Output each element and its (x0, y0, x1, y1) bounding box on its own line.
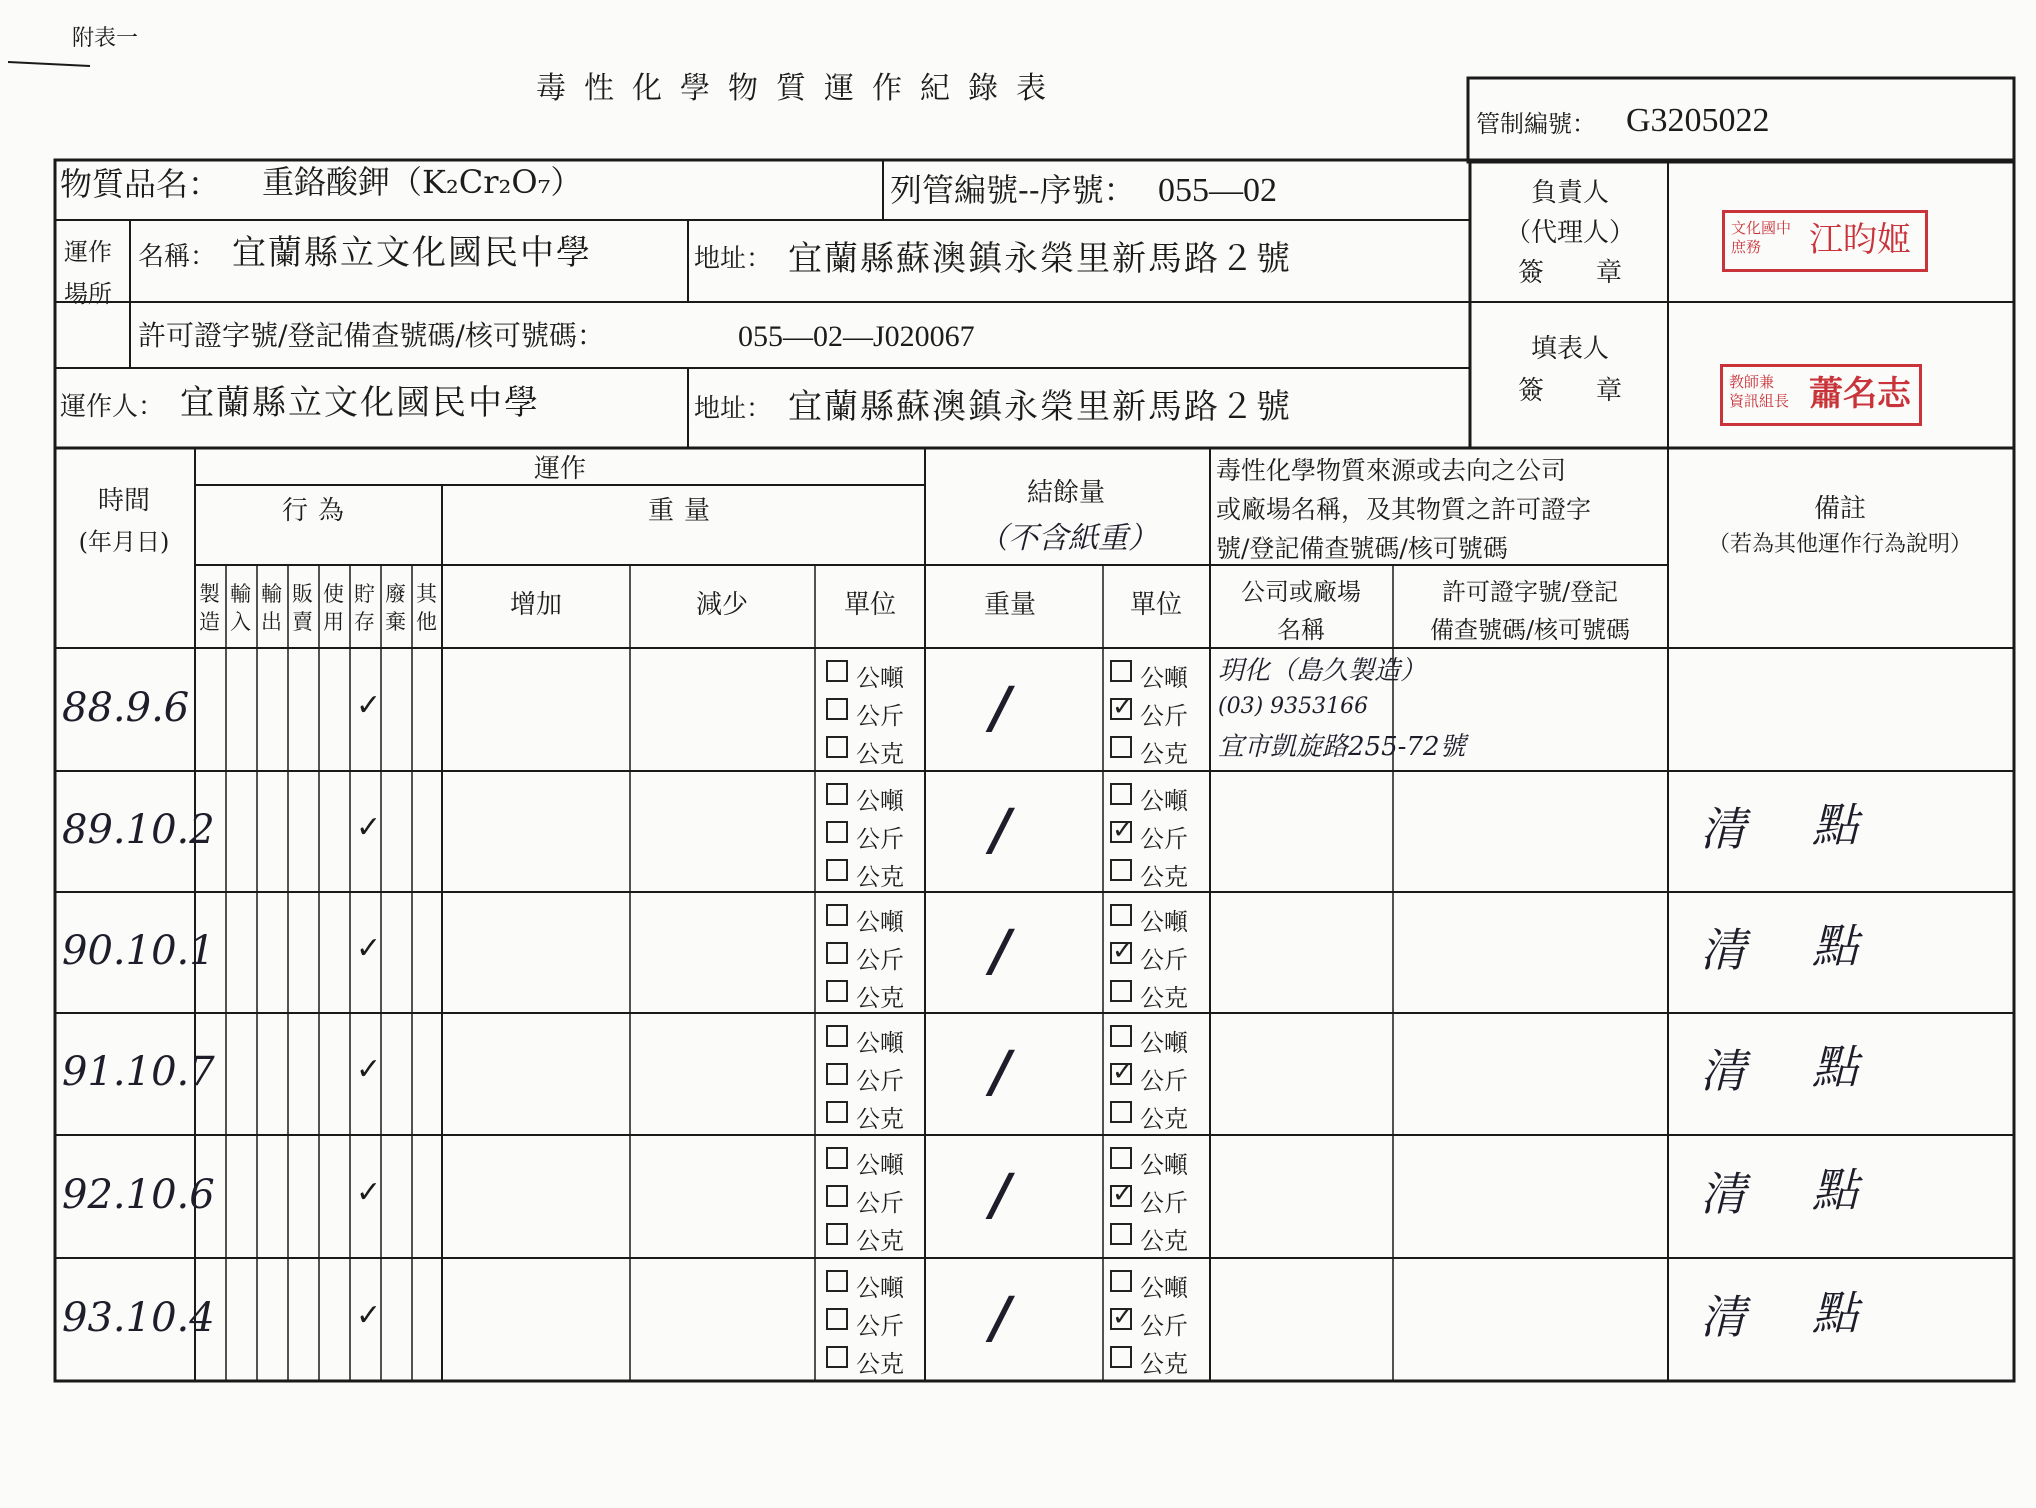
control-no-value: G3205022 (1626, 102, 1770, 139)
remaining-unit-label: 公噸 (1140, 1151, 1188, 1179)
header-time: 時間 (97, 486, 151, 516)
appendix-label: 附表一 (72, 26, 139, 51)
weight-unit-checkbox[interactable] (826, 942, 848, 964)
remaining-unit-checkbox[interactable] (1110, 736, 1132, 758)
weight-unit-label: 公克 (856, 1105, 904, 1133)
remaining-unit-label: 公斤 (1140, 946, 1188, 974)
weight-unit-checkbox[interactable] (826, 1025, 848, 1047)
header-decrease: 減少 (695, 590, 749, 620)
remaining-unit-label: 公噸 (1140, 787, 1188, 815)
site-name: 宜蘭縣立文化國民中學 (232, 233, 592, 273)
header-rem-weight: 重量 (983, 590, 1037, 620)
remaining-unit-checkbox[interactable] (1110, 859, 1132, 881)
weight-unit-checkbox[interactable] (826, 1185, 848, 1207)
weight-unit-checkbox[interactable] (826, 904, 848, 926)
row-remarks: 清 (1700, 1166, 1746, 1221)
row-remarks: 清 (1700, 801, 1746, 856)
remaining-unit-label: 公斤 (1140, 1189, 1188, 1217)
header-operation: 運作 (533, 454, 587, 484)
responsible-label-1: 負責人 (1530, 178, 1610, 208)
behavior-check-icon: ✓ (356, 1174, 382, 1210)
row-date: 93.10.4 (62, 1294, 215, 1341)
remaining-weight: / (990, 1284, 1011, 1351)
behavior-header-6: 廢棄 (385, 582, 406, 635)
operator-label: 運作人： (60, 392, 165, 422)
remaining-unit-checkbox[interactable] (1110, 1308, 1132, 1330)
operator-address-label: 地址： (694, 394, 773, 424)
weight-unit-checkbox[interactable] (826, 698, 848, 720)
filler-seal-name: 蕭名志 (1809, 374, 1911, 414)
remaining-unit-checkbox[interactable] (1110, 980, 1132, 1002)
operator-name: 宜蘭縣立文化國民中學 (180, 383, 540, 423)
responsible-seal (1722, 210, 1928, 272)
remaining-unit-label: 公克 (1140, 1227, 1188, 1255)
row-remarks-2: 點 (1812, 1040, 1858, 1094)
remaining-unit-label: 公克 (1140, 740, 1188, 768)
remaining-unit-checkbox[interactable] (1110, 1147, 1132, 1169)
remaining-unit-label: 公斤 (1140, 1312, 1188, 1340)
form-title: 毒性化學物質運作紀錄表 (536, 71, 1064, 106)
header-unit: 單位 (843, 590, 897, 620)
weight-unit-label: 公斤 (856, 825, 904, 853)
remaining-unit-checkbox[interactable] (1110, 783, 1132, 805)
row-date: 88.9.6 (62, 684, 190, 731)
weight-unit-checkbox[interactable] (826, 1147, 848, 1169)
remaining-weight: / (990, 917, 1011, 984)
weight-unit-label: 公噸 (856, 908, 904, 936)
header-remaining-note: （不含紙重） (978, 521, 1158, 556)
remaining-unit-label: 公斤 (1140, 825, 1188, 853)
remaining-weight: / (990, 796, 1011, 863)
source-company-phone: (03) 9353166 (1218, 694, 1369, 719)
remaining-unit-checkbox[interactable] (1110, 1025, 1132, 1047)
row-date: 90.10.1 (62, 927, 215, 974)
weight-unit-label: 公噸 (856, 664, 904, 692)
responsible-label-2: （代理人） (1504, 218, 1636, 248)
weight-unit-label: 公噸 (856, 1151, 904, 1179)
header-behavior: 行為 (281, 496, 355, 526)
remaining-unit-label: 公斤 (1140, 702, 1188, 730)
behavior-check-icon: ✓ (356, 809, 382, 845)
weight-unit-label: 公斤 (856, 1067, 904, 1095)
row-remarks-2: 點 (1812, 1285, 1858, 1340)
remaining-unit-checkbox[interactable] (1110, 1270, 1132, 1292)
remaining-unit-checkbox[interactable] (1110, 904, 1132, 926)
behavior-check-icon: ✓ (356, 1052, 382, 1087)
site-name-label: 名稱： (138, 242, 217, 272)
row-remarks: 清 (1700, 1289, 1746, 1344)
weight-unit-label: 公克 (856, 1227, 904, 1255)
remaining-unit-checkbox[interactable] (1110, 698, 1132, 720)
row-remarks: 清 (1700, 1044, 1746, 1098)
weight-unit-checkbox[interactable] (826, 660, 848, 682)
source-company-address: 宜市凱旋路255-72號 (1218, 732, 1466, 762)
header-remarks-sub: （若為其他運作行為說明） (1707, 532, 1973, 557)
remaining-unit-label: 公斤 (1140, 1067, 1188, 1095)
header-source-3: 號/登記備查號碼/核可號碼 (1216, 534, 1508, 563)
weight-unit-label: 公斤 (856, 1189, 904, 1217)
filler-seal (1720, 364, 1922, 426)
filler-seal-title: 教師兼 資訊組長 (1729, 373, 1790, 410)
remaining-unit-label: 公克 (1140, 984, 1188, 1012)
remaining-unit-checkbox[interactable] (1110, 1101, 1132, 1123)
remaining-weight: / (990, 674, 1011, 741)
responsible-seal-name: 江昀姬 (1809, 220, 1911, 260)
operator-address: 宜蘭縣蘇澳鎮永榮里新馬路２號 (788, 387, 1292, 427)
substance-name-label: 物質品名： (60, 165, 221, 203)
row-date: 91.10.7 (62, 1049, 215, 1095)
weight-unit-label: 公克 (856, 1350, 904, 1378)
behavior-header-7: 其他 (416, 582, 437, 635)
responsible-label-3: 簽 章 (1517, 258, 1623, 288)
weight-unit-label: 公噸 (856, 1029, 904, 1057)
header-permit-1: 許可證字號/登記 (1441, 578, 1619, 606)
behavior-header-2: 輸出 (261, 582, 282, 635)
weight-unit-label: 公噸 (856, 1274, 904, 1302)
list-no-value: 055—02 (1158, 172, 1277, 209)
site-section-label-1: 運作 (64, 238, 112, 266)
behavior-check-icon: ✓ (356, 930, 382, 966)
behavior-header-5: 貯存 (354, 582, 375, 635)
remaining-weight: / (990, 1039, 1011, 1105)
row-remarks-2: 點 (1812, 1162, 1858, 1217)
behavior-check-icon: ✓ (356, 687, 382, 723)
header-permit-2: 備查號碼/核可號碼 (1429, 616, 1631, 644)
weight-unit-label: 公噸 (856, 787, 904, 815)
site-permit-label: 許可證字號/登記備查號碼/核可號碼： (138, 319, 605, 352)
remaining-unit-checkbox[interactable] (1110, 660, 1132, 682)
header-source-2: 或廠場名稱，及其物質之許可證字 (1216, 495, 1592, 524)
filler-label-2: 簽 章 (1517, 376, 1623, 406)
weight-unit-label: 公克 (856, 863, 904, 891)
weight-unit-label: 公克 (856, 740, 904, 768)
row-remarks-2: 點 (1812, 918, 1858, 973)
remaining-unit-label: 公噸 (1140, 664, 1188, 692)
remaining-unit-checkbox[interactable] (1110, 1063, 1132, 1085)
remaining-weight: / (990, 1161, 1011, 1228)
weight-unit-checkbox[interactable] (826, 1308, 848, 1330)
header-increase: 增加 (509, 590, 563, 620)
responsible-seal-title: 文化國中 庶務 (1731, 219, 1792, 256)
weight-unit-checkbox[interactable] (826, 859, 848, 881)
remaining-unit-checkbox[interactable] (1110, 1346, 1132, 1368)
remaining-unit-label: 公噸 (1140, 1029, 1188, 1057)
row-date: 89.10.2 (62, 806, 215, 853)
remaining-unit-label: 公克 (1140, 863, 1188, 891)
row-date: 92.10.6 (62, 1171, 215, 1218)
header-source-1: 毒性化學物質來源或去向之公司 (1216, 456, 1567, 485)
weight-unit-label: 公斤 (856, 1312, 904, 1340)
remaining-unit-checkbox[interactable] (1110, 821, 1132, 843)
weight-unit-label: 公克 (856, 984, 904, 1012)
behavior-check-icon: ✓ (356, 1297, 382, 1333)
behavior-header-1: 輸入 (230, 582, 251, 635)
header-rem-unit: 單位 (1129, 590, 1183, 620)
behavior-header-4: 使用 (323, 582, 344, 635)
substance-name: 重鉻酸鉀（K₂Cr₂O₇） (262, 163, 583, 201)
weight-unit-checkbox[interactable] (826, 1101, 848, 1123)
weight-unit-checkbox[interactable] (826, 821, 848, 843)
weight-unit-checkbox[interactable] (826, 1063, 848, 1085)
weight-unit-checkbox[interactable] (826, 736, 848, 758)
remaining-unit-checkbox[interactable] (1110, 1223, 1132, 1245)
weight-unit-label: 公斤 (856, 946, 904, 974)
remaining-unit-checkbox[interactable] (1110, 1185, 1132, 1207)
remaining-unit-checkbox[interactable] (1110, 942, 1132, 964)
header-remarks: 備註 (1813, 494, 1867, 524)
remaining-unit-label: 公噸 (1140, 1274, 1188, 1302)
site-permit: 055—02—J020067 (738, 320, 975, 353)
filler-label-1: 填表人 (1530, 334, 1610, 364)
weight-unit-label: 公斤 (856, 702, 904, 730)
behavior-header-3: 販賣 (292, 582, 313, 635)
header-time-sub: (年月日) (78, 528, 170, 556)
header-weight: 重量 (647, 496, 721, 526)
site-address-label: 地址： (694, 244, 773, 274)
weight-unit-checkbox[interactable] (826, 980, 848, 1002)
control-no-label: 管制編號： (1476, 110, 1596, 138)
site-section-label-2: 場所 (64, 280, 112, 308)
remaining-unit-label: 公噸 (1140, 908, 1188, 936)
row-remarks-2: 點 (1812, 797, 1858, 852)
list-no-label: 列管編號--序號： (890, 171, 1136, 209)
source-company-name: 玥化（島久製造） (1218, 656, 1427, 686)
site-address: 宜蘭縣蘇澳鎮永榮里新馬路２號 (788, 239, 1292, 279)
remaining-unit-label: 公克 (1140, 1350, 1188, 1378)
weight-unit-checkbox[interactable] (826, 1223, 848, 1245)
weight-unit-checkbox[interactable] (826, 783, 848, 805)
header-company-2: 名稱 (1277, 616, 1325, 644)
behavior-header-0: 製造 (199, 582, 220, 635)
weight-unit-checkbox[interactable] (826, 1270, 848, 1292)
weight-unit-checkbox[interactable] (826, 1346, 848, 1368)
header-company-1: 公司或廠場 (1241, 578, 1361, 606)
header-remaining: 結餘量 (1026, 478, 1106, 508)
row-remarks: 清 (1700, 922, 1746, 977)
remaining-unit-label: 公克 (1140, 1105, 1188, 1133)
